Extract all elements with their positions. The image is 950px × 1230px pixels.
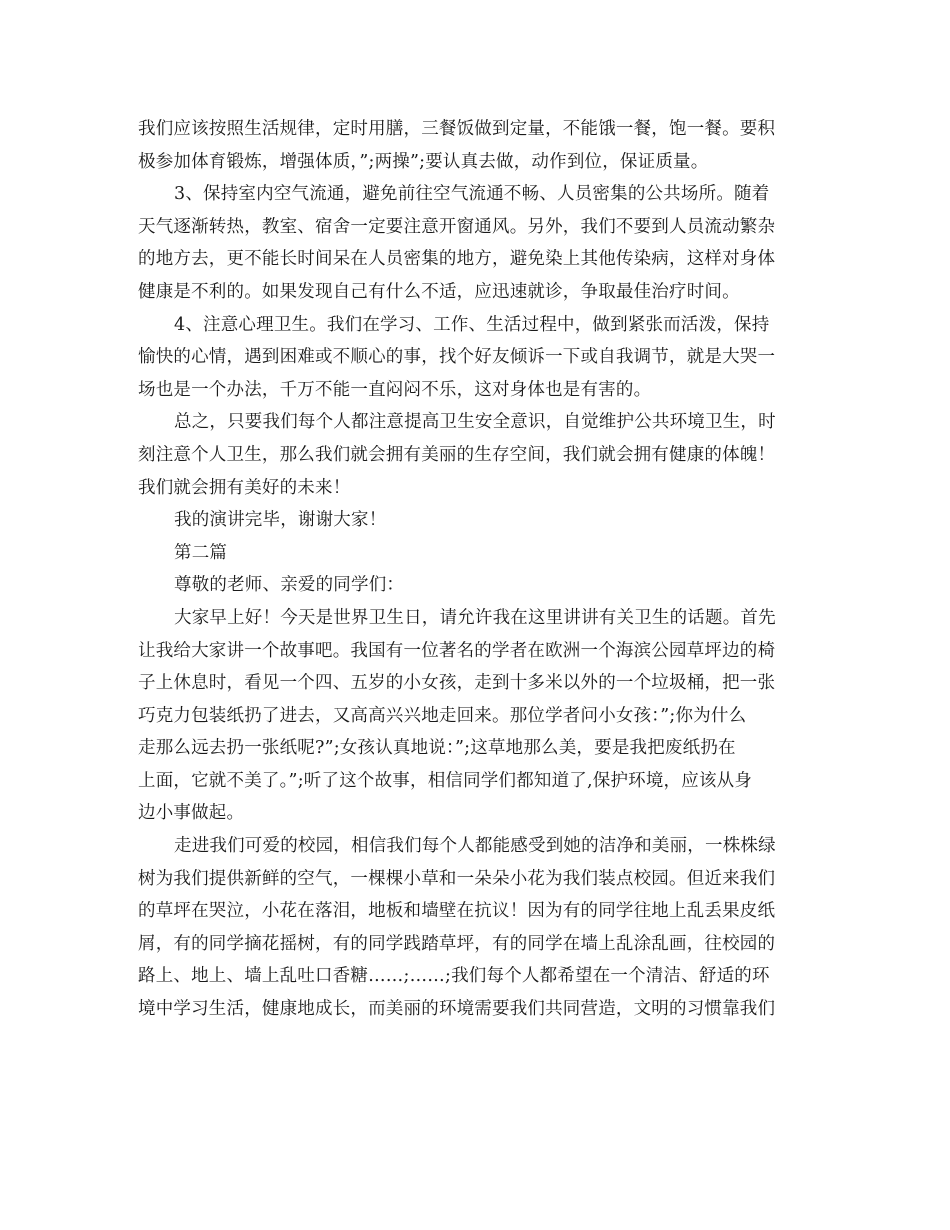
text-line: 的草坪在哭泣，小花在落泪，地板和墙壁在抗议！因为有的同学往地上乱丢果皮纸 bbox=[138, 901, 776, 922]
paragraph bbox=[138, 537, 818, 570]
text-line: 极参加体育锻炼，增强体质，”;两操”;要认真去做，动作到位，保证质量。 bbox=[138, 151, 709, 172]
text-line: 刻注意个人卫生，那么我们就会拥有美丽的生存空间，我们就会拥有健康的体魄！ bbox=[138, 444, 776, 465]
text-line: 路上、地上、墙上乱吐口香糖……;……;我们每个人都希望在一个清洁、舒适的环 bbox=[138, 966, 770, 987]
paragraph bbox=[138, 504, 818, 537]
paragraph bbox=[138, 830, 818, 1026]
text-line: 巧克力包装纸扔了进去，又高高兴兴地走回来。那位学者问小女孩：”;你为什么 bbox=[138, 705, 747, 726]
paragraph bbox=[138, 569, 818, 602]
text-line: 愉快的心情，遇到困难或不顺心的事，找个好友倾诉一下或自我调节，就是大哭一 bbox=[138, 347, 776, 368]
text-line: 总之，只要我们每个人都注意提高卫生安全意识，自觉维护公共环境卫生，时 bbox=[174, 412, 776, 433]
text-line: 走那么远去扔一张纸呢?”;女孩认真地说：”;这草地那么美，要是我把废纸扔在 bbox=[138, 738, 736, 759]
paragraph bbox=[138, 178, 818, 308]
text-line: 子上休息时，看见一个四、五岁的小女孩，走到十多米以外的一个垃圾桶，把一张 bbox=[138, 673, 776, 694]
text-line: 我们应该按照生活规律，定时用膳，三餐饭做到定量，不能饿一餐，饱一餐。要积 bbox=[138, 119, 776, 139]
text-line: 场也是一个办法，千万不能一直闷闷不乐，这对身体也是有害的。 bbox=[138, 379, 652, 400]
text-line: 边小事做起。 bbox=[138, 803, 245, 824]
text-line: 走进我们可爱的校园，相信我们每个人都能感受到她的洁净和美丽，一株株绿 bbox=[174, 836, 776, 857]
paragraph bbox=[138, 309, 818, 407]
text-line: 我的演讲完毕，谢谢大家！ bbox=[174, 510, 387, 531]
text-line: 屑，有的同学摘花摇树，有的同学践踏草坪，有的同学在墙上乱涂乱画，往校园的 bbox=[138, 933, 776, 954]
document-body bbox=[138, 113, 818, 1026]
paragraph bbox=[138, 602, 818, 830]
text-line: 健康是不利的。如果发现自己有什么不适，应迅速就诊，争取最佳治疗时间。 bbox=[138, 281, 740, 302]
text-line: 让我给大家讲一个故事吧。我国有一位著名的学者在欧洲一个海滨公园草坪边的椅 bbox=[138, 640, 776, 661]
text-line: 3、保持室内空气流通，避免前往空气流通不畅、人员密集的公共场所。随着 bbox=[174, 184, 770, 205]
text-line: 4、注意心理卫生。我们在学习、工作、生活过程中，做到紧张而活泼，保持 bbox=[174, 314, 770, 335]
paragraph bbox=[138, 406, 818, 504]
text-line: 上面，它就不美了。”;听了这个故事，相信同学们都知道了,保护环境，应该从身 bbox=[138, 770, 753, 791]
text-line: 天气逐渐转热，教室、宿舍一定要注意开窗通风。另外，我们不要到人员流动繁杂 bbox=[138, 216, 776, 237]
text-line: 境中学习生活，健康地成长，而美丽的环境需要我们共同营造，文明的习惯靠我们 bbox=[138, 999, 776, 1020]
text-line: 树为我们提供新鲜的空气，一棵棵小草和一朵朵小花为我们装点校园。但近来我们 bbox=[138, 868, 776, 889]
text-line: 大家早上好！今天是世界卫生日，请允许我在这里讲讲有关卫生的话题。首先 bbox=[174, 607, 776, 628]
text-line: 第二篇 bbox=[174, 542, 228, 563]
paragraph bbox=[138, 113, 818, 178]
text-line: 我们就会拥有美好的未来！ bbox=[138, 477, 351, 498]
text-line: 尊敬的老师、亲爱的同学们： bbox=[174, 575, 405, 596]
text-line: 的地方去，更不能长时间呆在人员密集的地方，避免染上其他传染病，这样对身体 bbox=[138, 249, 776, 270]
